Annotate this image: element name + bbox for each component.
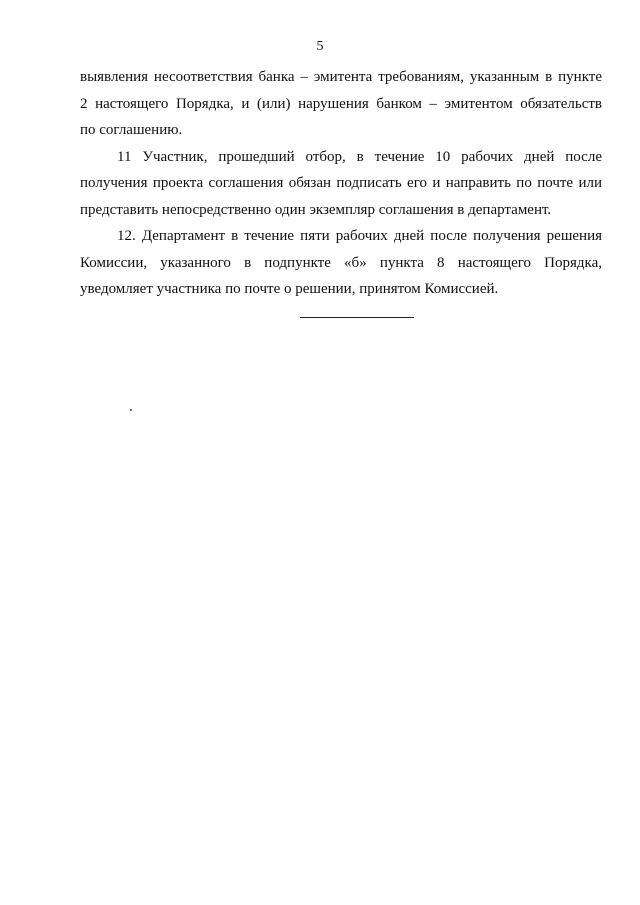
page-number: 5 bbox=[316, 39, 324, 54]
paragraph-line: 12. Департамент в течение пяти рабочих дней после получения решения bbox=[117, 228, 602, 244]
paragraph-line: 11 Участник, прошедший отбор, в течение 10 рабочих дней после bbox=[117, 148, 602, 165]
document-body bbox=[80, 64, 602, 303]
paragraph-continuation bbox=[80, 64, 602, 144]
paragraph-item-12 bbox=[80, 223, 602, 303]
end-separator-line bbox=[300, 317, 414, 318]
paragraph-line: уведомляет участника по почте о решении, принятом Комиссией. bbox=[80, 281, 499, 297]
paragraph-line: выявления несоответствия банка – эмитента требованиям, указанным в пункте bbox=[80, 69, 602, 85]
paragraph-line: получения проекта соглашения обязан подписать его и направить по почте или bbox=[80, 175, 602, 191]
paragraph-line: Комиссии, указанного в подпункте «б» пункта 8 настоящего Порядка, bbox=[80, 254, 602, 271]
scan-speck bbox=[130, 409, 132, 411]
paragraph-item-11 bbox=[80, 144, 602, 224]
paragraph-line: по соглашению. bbox=[80, 122, 183, 138]
paragraph-line: представить непосредственно один экземпляр соглашения в департамент. bbox=[80, 201, 552, 218]
paragraph-line: 2 настоящего Порядка, и (или) нарушения банком – эмитентом обязательств bbox=[80, 95, 602, 112]
